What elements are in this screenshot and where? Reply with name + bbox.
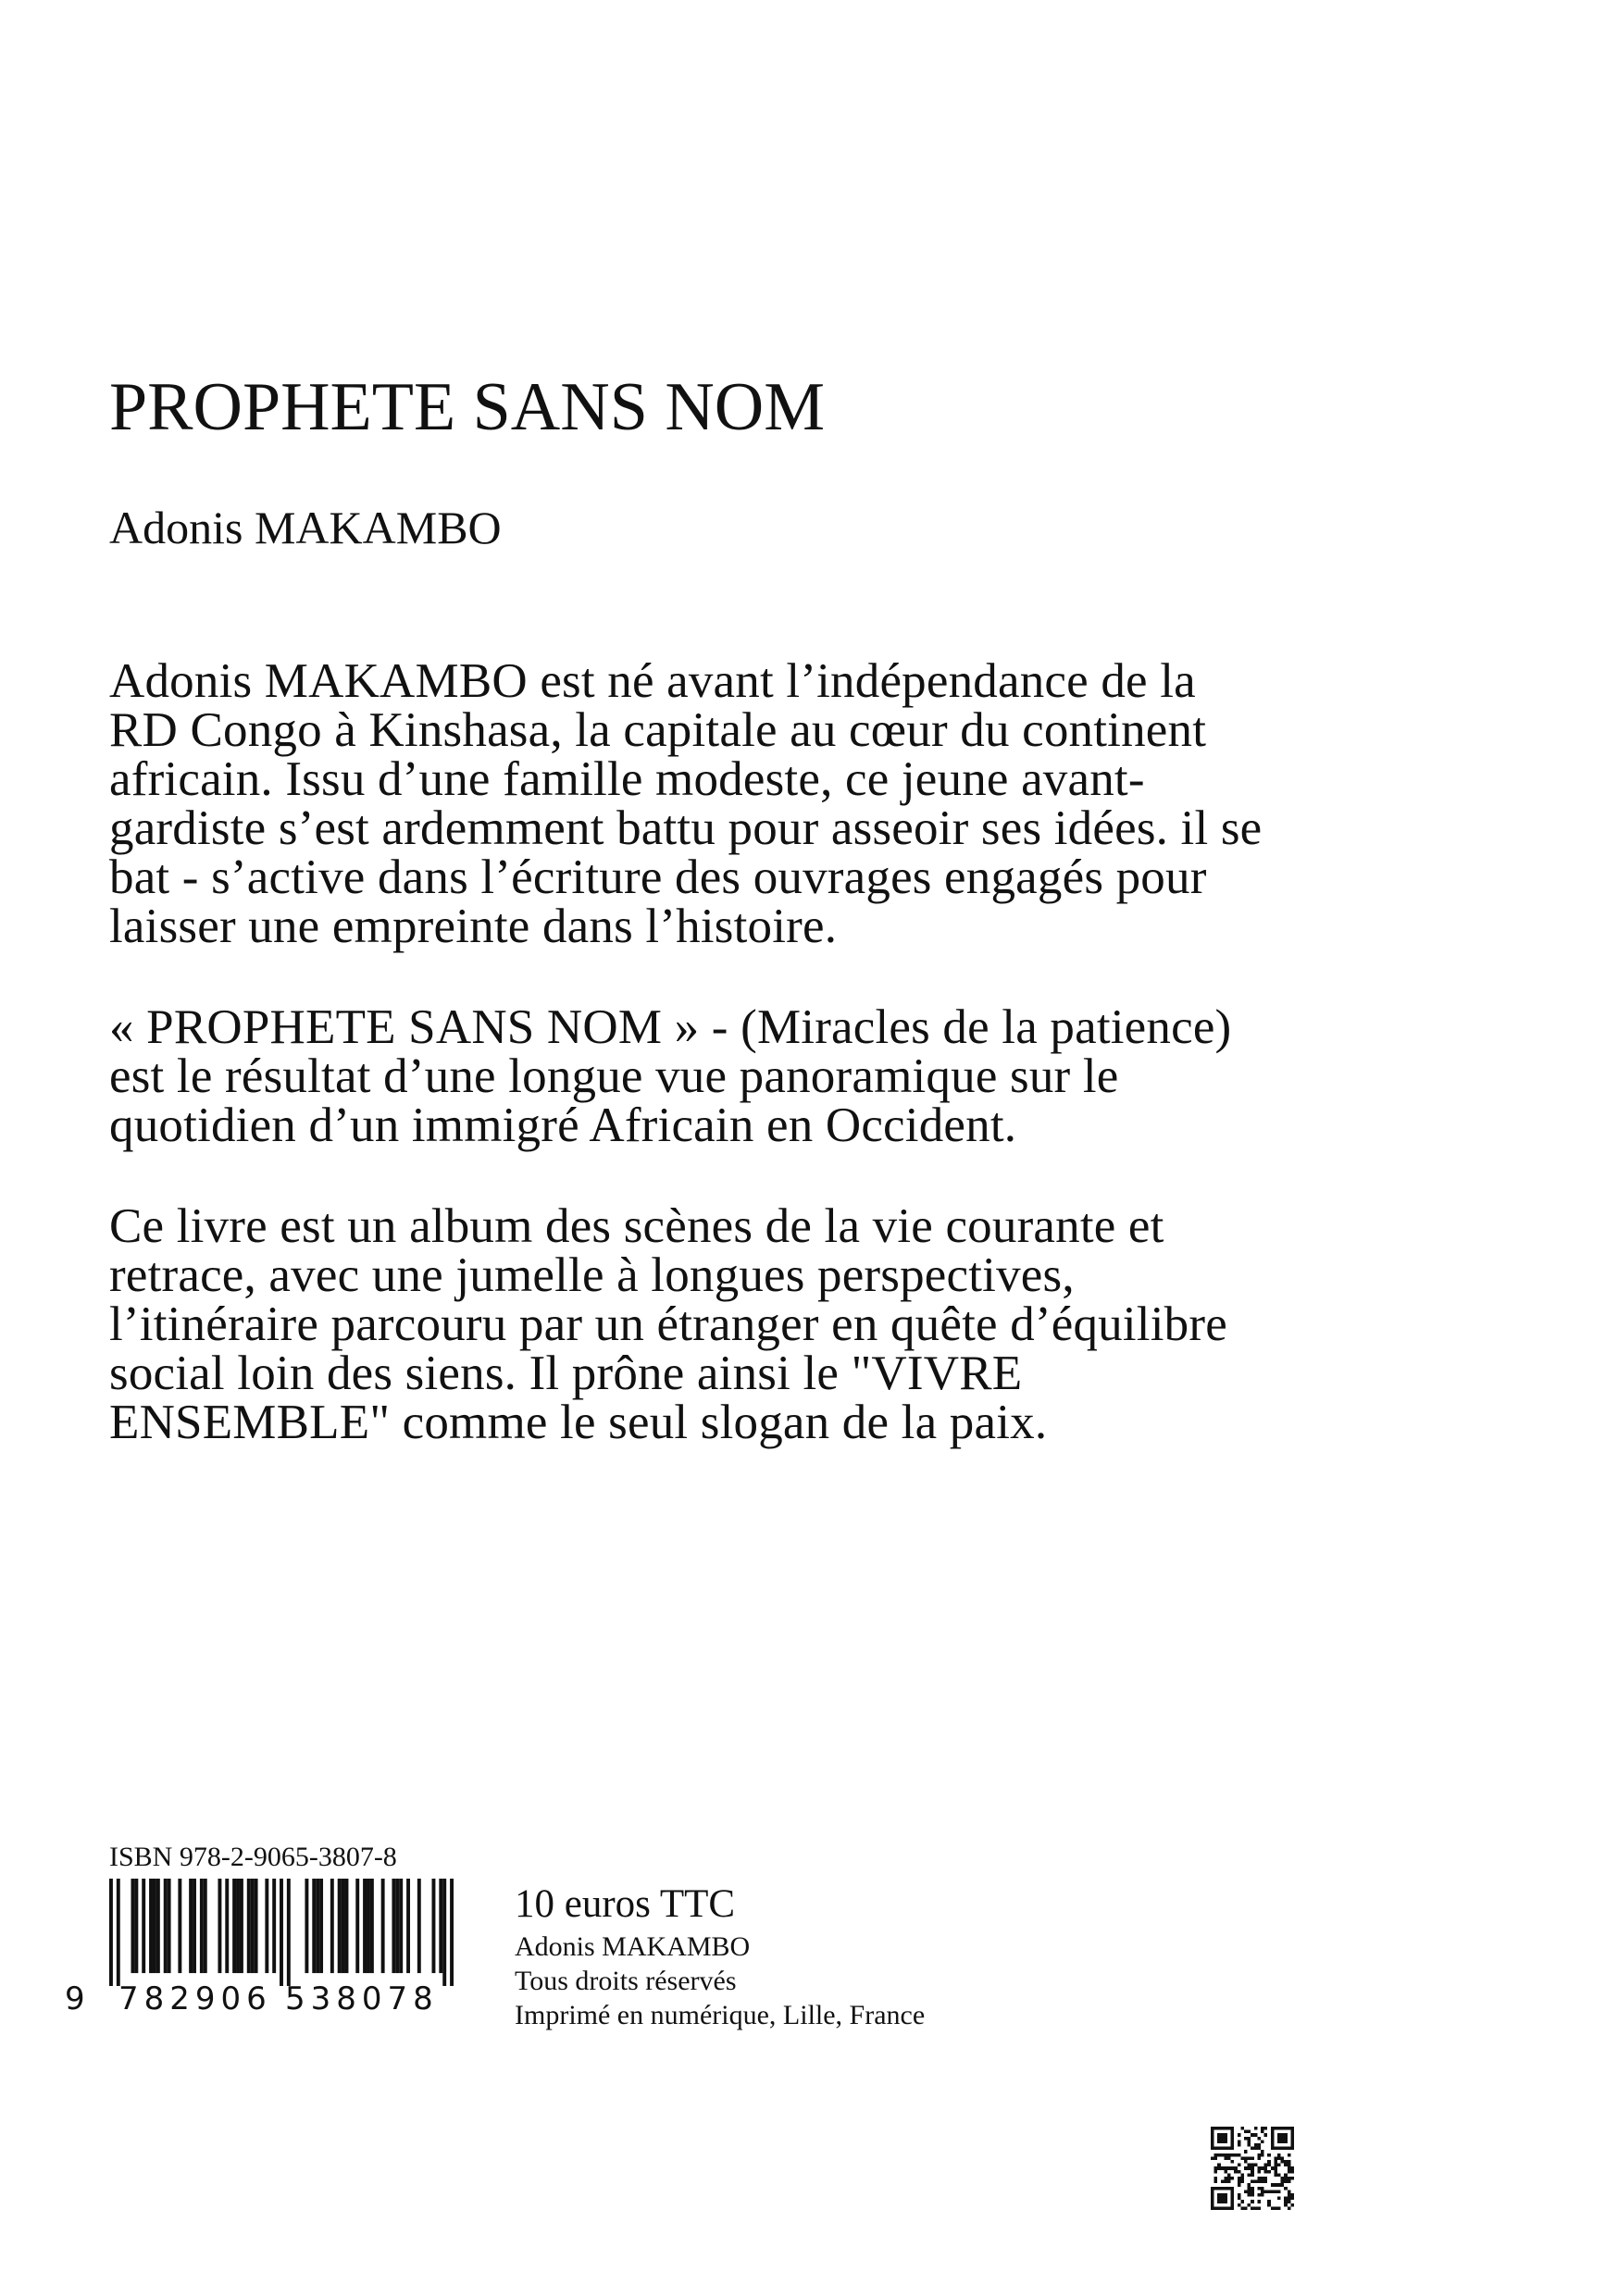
blurb-paragraph-bio: Adonis MAKAMBO est né avant l’indépendance de la RD Congo à Kinshasa, la capitale au cœur du continent africain. Issu d’une famille modeste, ce jeune avant-gardiste s’est ardemment battu pour asseoir ses idées. il se bat - s’active dans l’écriture des ouvrages engagés pour laisser une empreinte dans l’histoire. (109, 654, 1263, 953)
qr-code-icon (1211, 2127, 1294, 2210)
back-cover-blurb (109, 654, 1266, 1499)
blurb-paragraph-summary: « PROPHETE SANS NOM » - (Miracles de la patience) est le résultat d’une longue vue panoramique sur le quotidien d’un immigré Africain en Occident. (109, 1000, 1232, 1152)
book-author: Adonis MAKAMBO (109, 502, 502, 553)
barcode-digits (65, 1980, 463, 2017)
barcode-digits-left: 782906 (118, 1980, 272, 2017)
ean-barcode (65, 1879, 454, 2017)
price-label: 10 euros TTC (515, 1882, 736, 1926)
imprint-printed: Imprimé en numérique, Lille, France (515, 2000, 926, 2030)
imprint-block (515, 1930, 925, 2032)
blurb-paragraph-theme: Ce livre est un album des scènes de la vie courante et retrace, avec une jumelle à longues perspectives, l’itinéraire parcouru par un étranger en quête d’équilibre social loin des siens. Il prône ainsi le "VIVRE ENSEMBLE" comme le seul slogan de la paix. (109, 1199, 1227, 1449)
barcode-digit-first: 9 (65, 1980, 85, 2017)
isbn-label: ISBN 978-2-9065-3807-8 (109, 1842, 397, 1872)
barcode-bars (109, 1879, 454, 1986)
book-title: PROPHETE SANS NOM (109, 369, 826, 445)
imprint-rights: Tous droits réservés (515, 1966, 737, 1996)
imprint-author: Adonis MAKAMBO (515, 1931, 751, 1962)
barcode-digits-right: 538078 (285, 1980, 439, 2017)
